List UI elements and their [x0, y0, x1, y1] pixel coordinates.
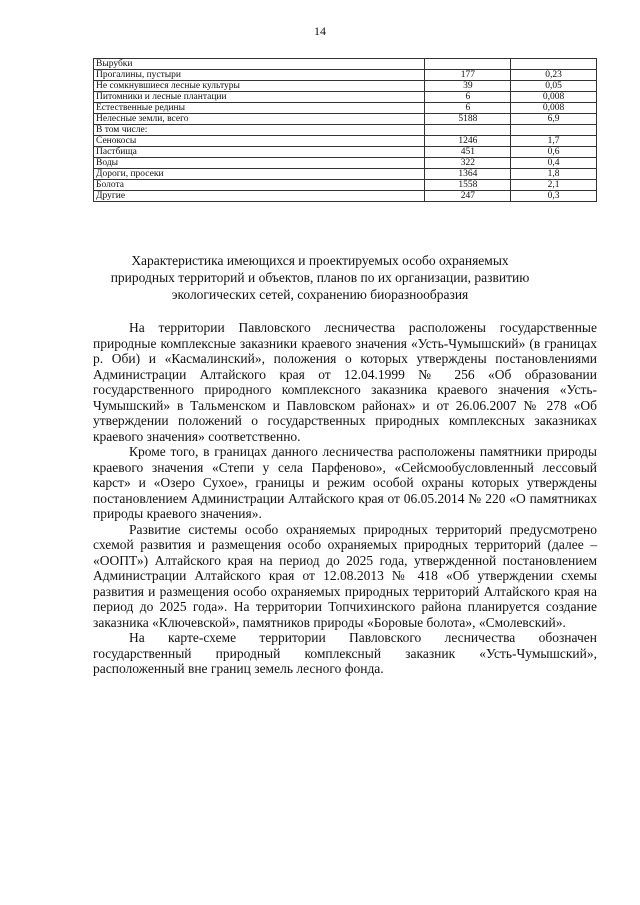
paragraph: На территории Павловского лесничества расположены государственные природные комплексные заказники краевого значения «Усть-Чумышский» (в границах р. Оби) и «Касмалинский», положения о которых утверждены постановлениями Администрации Алтайского края от 12.04.1999 № 256 «Об образовании государственного природного комплексного заказника краевого значения «Усть-Чумышский» в Тальменском и Павловском районах» и от 26.06.2007 № 278 «Об утверждении положений о государственных природных комплексных заказниках краевого значения» соответственно.	[93, 320, 597, 444]
table-cell-pct: 0,008	[511, 103, 597, 114]
table-row	[94, 59, 597, 70]
table-cell-pct: 0,4	[511, 158, 597, 169]
table-cell-name: Другие	[94, 191, 425, 202]
table-cell-name: Прогалины, пустыри	[94, 70, 425, 81]
table-row	[94, 81, 597, 92]
table-cell-name: В том числе:	[94, 125, 425, 136]
table-cell-name: Питомники и лесные плантации	[94, 92, 425, 103]
table-cell-area: 1558	[425, 180, 511, 191]
table-cell-area: 6	[425, 103, 511, 114]
table-row	[94, 70, 597, 81]
table-cell-area: 1246	[425, 136, 511, 147]
table-cell-name: Не сомкнувшиеся лесные культуры	[94, 81, 425, 92]
table-cell-pct: 0,008	[511, 92, 597, 103]
table-cell-name: Дороги, просеки	[94, 169, 425, 180]
table-cell-name: Сенокосы	[94, 136, 425, 147]
table-row	[94, 103, 597, 114]
land-category-table	[93, 58, 597, 202]
table-cell-area: 451	[425, 147, 511, 158]
table-cell-pct: 0,05	[511, 81, 597, 92]
table-cell-pct	[511, 59, 597, 70]
table-row	[94, 136, 597, 147]
table-row	[94, 191, 597, 202]
table-cell-area: 322	[425, 158, 511, 169]
table-cell-name: Воды	[94, 158, 425, 169]
table-cell-pct: 1,8	[511, 169, 597, 180]
table-row	[94, 158, 597, 169]
body-text	[93, 320, 597, 677]
table-cell-pct: 2,1	[511, 180, 597, 191]
table-cell-area: 5188	[425, 114, 511, 125]
table-cell-pct: 0,23	[511, 70, 597, 81]
table-row	[94, 92, 597, 103]
table-cell-pct: 1,7	[511, 136, 597, 147]
table-row	[94, 147, 597, 158]
table-cell-pct: 0,3	[511, 191, 597, 202]
table-cell-name: Естественные редины	[94, 103, 425, 114]
paragraph: На карте-схеме территории Павловского лесничества обозначен государственный природный комплексный заказник «Усть-Чумышский», расположенный вне границ земель лесного фонда.	[93, 630, 597, 676]
table-cell-area	[425, 59, 511, 70]
table-cell-area: 1364	[425, 169, 511, 180]
table-cell-pct: 0,6	[511, 147, 597, 158]
table-cell-name: Вырубки	[94, 59, 425, 70]
table-cell-area: 39	[425, 81, 511, 92]
table-cell-area	[425, 125, 511, 136]
table-row	[94, 114, 597, 125]
section-title: Характеристика имеющихся и проектируемых особо охраняемых природных территорий и объектов, планов по их организации, развитию экологических сетей, сохранению биоразнообразия	[110, 253, 530, 302]
table-cell-pct	[511, 125, 597, 136]
table-row	[94, 169, 597, 180]
table-cell-name: Пастбища	[94, 147, 425, 158]
paragraph: Кроме того, в границах данного лесничества расположены памятники природы краевого значения «Степи у села Парфеново», «Сейсмообусловленный лессовый карст» и «Озеро Сухое», границы и режим особой охраны которых утверждены постановлением Администрации Алтайского края от 06.05.2014 № 220 «О памятниках природы краевого значения».	[93, 444, 597, 521]
page-number: 14	[314, 24, 326, 38]
table-cell-area: 177	[425, 70, 511, 81]
table-row	[94, 180, 597, 191]
table-cell-name: Болота	[94, 180, 425, 191]
table-row	[94, 125, 597, 136]
table-cell-area: 247	[425, 191, 511, 202]
table-cell-name: Нелесные земли, всего	[94, 114, 425, 125]
table-cell-pct: 6,9	[511, 114, 597, 125]
paragraph: Развитие системы особо охраняемых природных территорий предусмотрено схемой развития и размещения особо охраняемых природных территорий (далее – «ООПТ») Алтайского края на период до 2025 года, утвержденной постановлением Администрации Алтайского края от 12.08.2013 № 418 «Об утверждении схемы развития и размещения особо охраняемых природных территорий Алтайского края на период до 2025 года». На территории Топчихинского района планируется создание заказника «Ключевской», памятников природы «Боровые болота», «Смолевский».	[93, 521, 597, 630]
table-cell-area: 6	[425, 92, 511, 103]
